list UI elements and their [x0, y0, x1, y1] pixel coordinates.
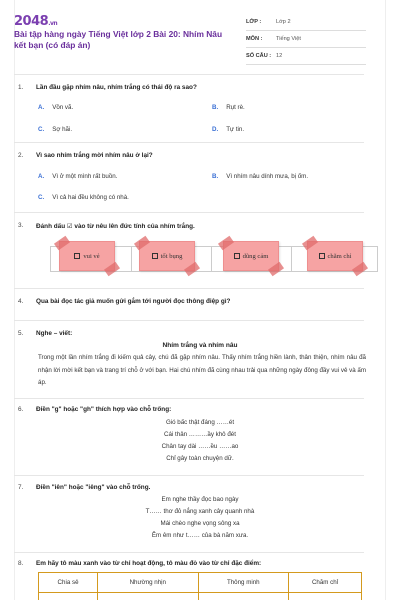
- table-cell[interactable]: [39, 593, 98, 600]
- table-cell[interactable]: [98, 593, 199, 600]
- meta-row-subject: MÔN : Tiếng Việt: [246, 31, 366, 48]
- divider: [14, 398, 364, 399]
- poem-line: Chỉ gây toàn chuyện dữ.: [166, 455, 234, 462]
- divider: [131, 247, 132, 271]
- poem-line: Gió bấc thật đáng ……ét: [165, 419, 235, 426]
- divider: [14, 288, 364, 289]
- trait-options: [50, 246, 378, 272]
- q2-option-a[interactable]: A. Vì ở một mình rất buồn.: [38, 173, 118, 180]
- checkbox-icon[interactable]: [152, 253, 158, 259]
- poem-line: Mái chèo nghe vọng sông xa: [160, 520, 240, 527]
- page-title: Bài tập hàng ngày Tiếng Việt lớp 2 Bài 20: Nhím Nâu kết bạn (có đáp án): [14, 29, 223, 50]
- table-cell[interactable]: [198, 593, 288, 600]
- divider: [14, 552, 364, 553]
- divider: [14, 74, 364, 75]
- table-row: [39, 573, 362, 593]
- q1-option-a[interactable]: A. Vồn vã.: [38, 104, 74, 111]
- worksheet-header: [14, 14, 364, 64]
- table-cell[interactable]: Chăm chỉ: [289, 573, 362, 593]
- word-table: [38, 572, 362, 600]
- q1-option-d[interactable]: D. Tự tin.: [212, 126, 245, 133]
- q2-option-b[interactable]: B. Vì nhím nâu dính mưa, bị ốm.: [212, 173, 309, 180]
- site-logo[interactable]: 2048.vn: [14, 14, 58, 29]
- divider: [14, 475, 364, 476]
- table-cell[interactable]: Thông minh: [198, 573, 288, 593]
- meta-row-grade: LỚP : Lớp 2: [246, 14, 366, 31]
- divider: [14, 320, 364, 321]
- trait-note-cham-chi[interactable]: chăm chỉ: [307, 241, 363, 271]
- q1-option-c[interactable]: C. Sợ hãi.: [38, 126, 73, 133]
- q2-option-c[interactable]: C. Vì cả hai đều không có nhà.: [38, 194, 129, 201]
- q1-option-b[interactable]: B. Rụt rè.: [212, 104, 245, 111]
- trait-note-tot-bung[interactable]: tốt bụng: [139, 241, 195, 271]
- poem-line: Êm êm như t…… của bà năm xưa.: [151, 532, 249, 539]
- table-cell[interactable]: [289, 593, 362, 600]
- divider: [14, 212, 364, 213]
- trait-note-dung-cam[interactable]: dũng cảm: [223, 241, 279, 271]
- passage-title: Nhím trắng và nhím nâu: [162, 342, 238, 349]
- meta-row-count: SỐ CÂU : 12: [246, 48, 366, 65]
- poem-line: Chân tay dài ……ều ……ao: [161, 443, 239, 450]
- poem-line: Em nghe thầy đọc bao ngày: [161, 496, 239, 503]
- divider: [14, 142, 364, 143]
- checkbox-icon[interactable]: [319, 253, 325, 259]
- trait-note-vui-ve[interactable]: vui vẻ: [59, 241, 115, 271]
- table-cell[interactable]: Chia sẻ: [39, 573, 98, 593]
- divider: [291, 247, 292, 271]
- poem-line: Cái thân ………ầy khô đét: [164, 431, 236, 438]
- checkbox-icon[interactable]: [234, 253, 240, 259]
- checkbox-icon[interactable]: [74, 253, 80, 259]
- passage-text: Trong một lần nhím trắng đi kiếm quả cây, chú đã gặp nhím nâu. Thấy nhím trắng hiền lành, thân thiện, nhím nâu đã nhận lời mời kết bạn và trang trí chỗ ở với bạn. Hai chú nhím đã cùng nhau trải qua những ngày đông đầy vui vẻ và ấm áp.: [38, 354, 366, 386]
- poem-line: T…… thơ đỏ nắng xanh cây quanh nhà: [145, 508, 255, 515]
- table-cell[interactable]: Nhường nhịn: [98, 573, 199, 593]
- divider: [211, 247, 212, 271]
- meta-table: [246, 14, 366, 65]
- table-row: [39, 593, 362, 600]
